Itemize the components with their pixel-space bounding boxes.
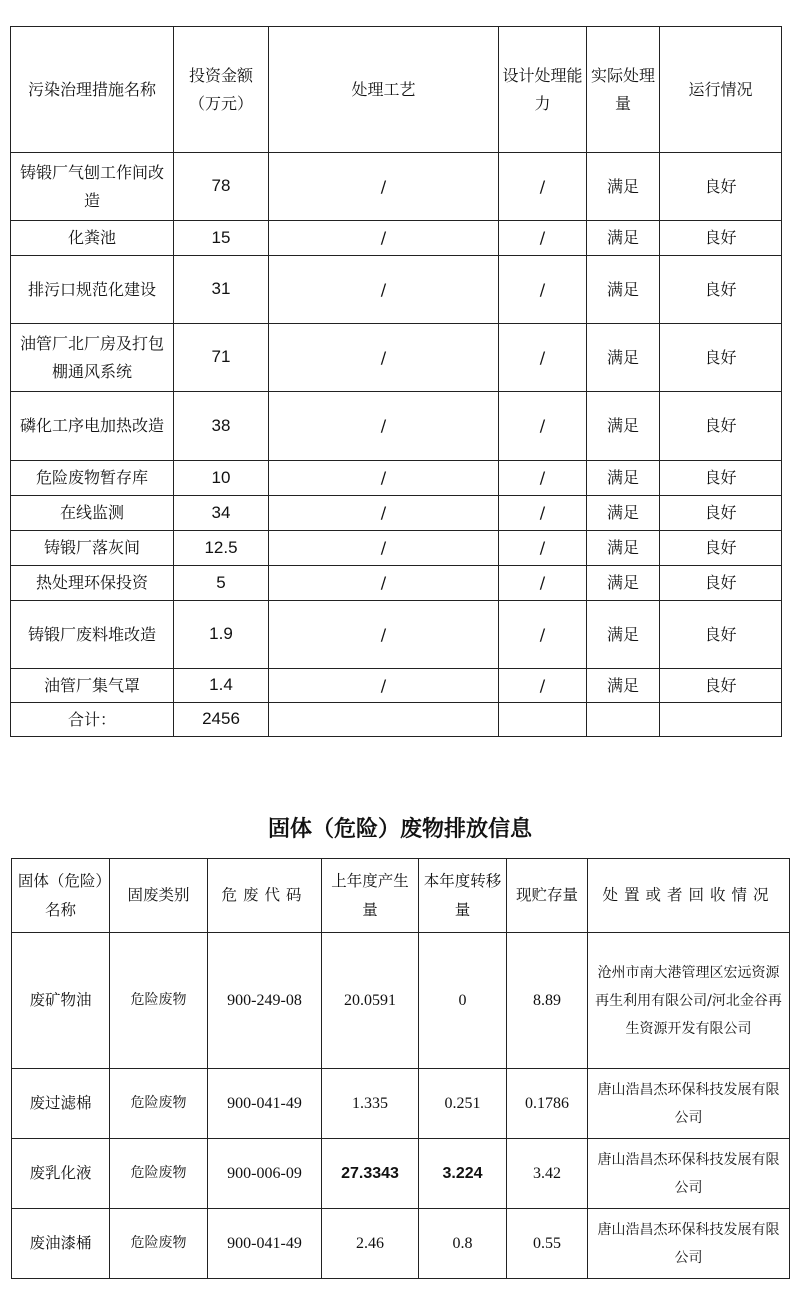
measure-name: 铸锻厂落灰间 <box>11 531 174 566</box>
actual-value: 满足 <box>587 324 660 392</box>
table-row <box>11 256 782 324</box>
table-row <box>11 153 782 221</box>
process-value: / <box>269 256 499 324</box>
actual-value: 满足 <box>587 531 660 566</box>
waste-category: 危险废物 <box>110 933 208 1069</box>
investment-value: 15 <box>174 221 269 256</box>
investment-value: 12.5 <box>174 531 269 566</box>
table-row <box>12 933 790 1069</box>
actual-value: 满足 <box>587 153 660 221</box>
this-year-amount: 0 <box>419 933 507 1069</box>
last-year-amount: 20.0591 <box>322 933 419 1069</box>
actual-value: 满足 <box>587 566 660 601</box>
disposal-company: 唐山浩昌杰环保科技发展有限公司 <box>588 1069 790 1139</box>
status-value: 良好 <box>660 324 782 392</box>
status-value: 良好 <box>660 221 782 256</box>
header-code: 危废代码 <box>208 859 322 933</box>
process-value: / <box>269 566 499 601</box>
disposal-company: 沧州市南大港管理区宏远资源再生利用有限公司/河北金谷再生资源开发有限公司 <box>588 933 790 1069</box>
table-row <box>12 1069 790 1139</box>
capacity-value: / <box>499 566 587 601</box>
status-value: 良好 <box>660 392 782 461</box>
status-value: 良好 <box>660 256 782 324</box>
table-header-row <box>12 859 790 933</box>
actual-value: 满足 <box>587 601 660 669</box>
status-value: 良好 <box>660 531 782 566</box>
stock-amount: 0.55 <box>507 1209 588 1279</box>
waste-code: 900-006-09 <box>208 1139 322 1209</box>
waste-category: 危险废物 <box>110 1209 208 1279</box>
investment-value: 34 <box>174 496 269 531</box>
waste-code: 900-249-08 <box>208 933 322 1069</box>
table-row <box>11 324 782 392</box>
measure-name: 磷化工序电加热改造 <box>11 392 174 461</box>
investment-value: 78 <box>174 153 269 221</box>
header-capacity: 设计处理能力 <box>499 27 587 153</box>
actual-value: 满足 <box>587 669 660 703</box>
header-category: 固废类别 <box>110 859 208 933</box>
capacity-value: / <box>499 496 587 531</box>
table-row <box>11 601 782 669</box>
measure-name: 铸锻厂废料堆改造 <box>11 601 174 669</box>
header-last-year: 上年度产生量 <box>322 859 419 933</box>
investment-value: 38 <box>174 392 269 461</box>
header-name: 污染治理措施名称 <box>11 27 174 153</box>
capacity-value: / <box>499 669 587 703</box>
waste-name: 废过滤棉 <box>12 1069 110 1139</box>
table-row <box>11 392 782 461</box>
table-row <box>11 461 782 496</box>
measure-name: 油管厂集气罩 <box>11 669 174 703</box>
last-year-amount: 27.3343 <box>322 1139 419 1209</box>
header-process: 处理工艺 <box>269 27 499 153</box>
process-value: / <box>269 392 499 461</box>
table-row <box>12 1209 790 1279</box>
table-row <box>11 566 782 601</box>
header-stock: 现贮存量 <box>507 859 588 933</box>
investment-value: 5 <box>174 566 269 601</box>
measure-name: 热处理环保投资 <box>11 566 174 601</box>
measure-name: 在线监测 <box>11 496 174 531</box>
this-year-amount: 3.224 <box>419 1139 507 1209</box>
actual-value: 满足 <box>587 461 660 496</box>
measure-name: 排污口规范化建设 <box>11 256 174 324</box>
header-status: 运行情况 <box>660 27 782 153</box>
table-row <box>11 669 782 703</box>
hazardous-waste-table <box>11 858 790 1279</box>
actual-value: 满足 <box>587 392 660 461</box>
investment-value: 1.9 <box>174 601 269 669</box>
investment-value: 1.4 <box>174 669 269 703</box>
waste-name: 废油漆桶 <box>12 1209 110 1279</box>
status-value: 良好 <box>660 566 782 601</box>
capacity-value: / <box>499 392 587 461</box>
waste-category: 危险废物 <box>110 1139 208 1209</box>
empty-cell <box>660 703 782 737</box>
process-value: / <box>269 669 499 703</box>
capacity-value: / <box>499 256 587 324</box>
actual-value: 满足 <box>587 221 660 256</box>
pollution-control-table <box>10 26 782 737</box>
process-value: / <box>269 601 499 669</box>
measure-name: 铸锻厂气刨工作间改造 <box>11 153 174 221</box>
disposal-company: 唐山浩昌杰环保科技发展有限公司 <box>588 1209 790 1279</box>
status-value: 良好 <box>660 601 782 669</box>
total-value: 2456 <box>174 703 269 737</box>
empty-cell <box>587 703 660 737</box>
header-disposal: 处置或者回收情况 <box>588 859 790 933</box>
last-year-amount: 1.335 <box>322 1069 419 1139</box>
status-value: 良好 <box>660 496 782 531</box>
investment-value: 71 <box>174 324 269 392</box>
table-row <box>11 496 782 531</box>
waste-name: 废矿物油 <box>12 933 110 1069</box>
process-value: / <box>269 221 499 256</box>
capacity-value: / <box>499 324 587 392</box>
investment-value: 10 <box>174 461 269 496</box>
actual-value: 满足 <box>587 256 660 324</box>
waste-category: 危险废物 <box>110 1069 208 1139</box>
empty-cell <box>499 703 587 737</box>
measure-name: 危险废物暂存库 <box>11 461 174 496</box>
this-year-amount: 0.8 <box>419 1209 507 1279</box>
stock-amount: 0.1786 <box>507 1069 588 1139</box>
header-investment: 投资金额（万元） <box>174 27 269 153</box>
measure-name: 化粪池 <box>11 221 174 256</box>
process-value: / <box>269 496 499 531</box>
waste-code: 900-041-49 <box>208 1069 322 1139</box>
header-name: 固体（危险）名称 <box>12 859 110 933</box>
status-value: 良好 <box>660 153 782 221</box>
header-actual: 实际处理量 <box>587 27 660 153</box>
capacity-value: / <box>499 221 587 256</box>
last-year-amount: 2.46 <box>322 1209 419 1279</box>
waste-code: 900-041-49 <box>208 1209 322 1279</box>
table-header-row <box>11 27 782 153</box>
actual-value: 满足 <box>587 496 660 531</box>
total-row <box>11 703 782 737</box>
total-label: 合计： <box>11 703 174 737</box>
header-this-year: 本年度转移量 <box>419 859 507 933</box>
stock-amount: 8.89 <box>507 933 588 1069</box>
table-row <box>12 1139 790 1209</box>
investment-value: 31 <box>174 256 269 324</box>
waste-name: 废乳化液 <box>12 1139 110 1209</box>
process-value: / <box>269 324 499 392</box>
status-value: 良好 <box>660 669 782 703</box>
process-value: / <box>269 461 499 496</box>
disposal-company: 唐山浩昌杰环保科技发展有限公司 <box>588 1139 790 1209</box>
table-row <box>11 221 782 256</box>
capacity-value: / <box>499 153 587 221</box>
capacity-value: / <box>499 531 587 566</box>
section-title: 固体（危险）废物排放信息 <box>267 817 532 842</box>
process-value: / <box>269 153 499 221</box>
status-value: 良好 <box>660 461 782 496</box>
measure-name: 油管厂北厂房及打包棚通风系统 <box>11 324 174 392</box>
stock-amount: 3.42 <box>507 1139 588 1209</box>
empty-cell <box>269 703 499 737</box>
capacity-value: / <box>499 461 587 496</box>
table-row <box>11 531 782 566</box>
capacity-value: / <box>499 601 587 669</box>
this-year-amount: 0.251 <box>419 1069 507 1139</box>
process-value: / <box>269 531 499 566</box>
